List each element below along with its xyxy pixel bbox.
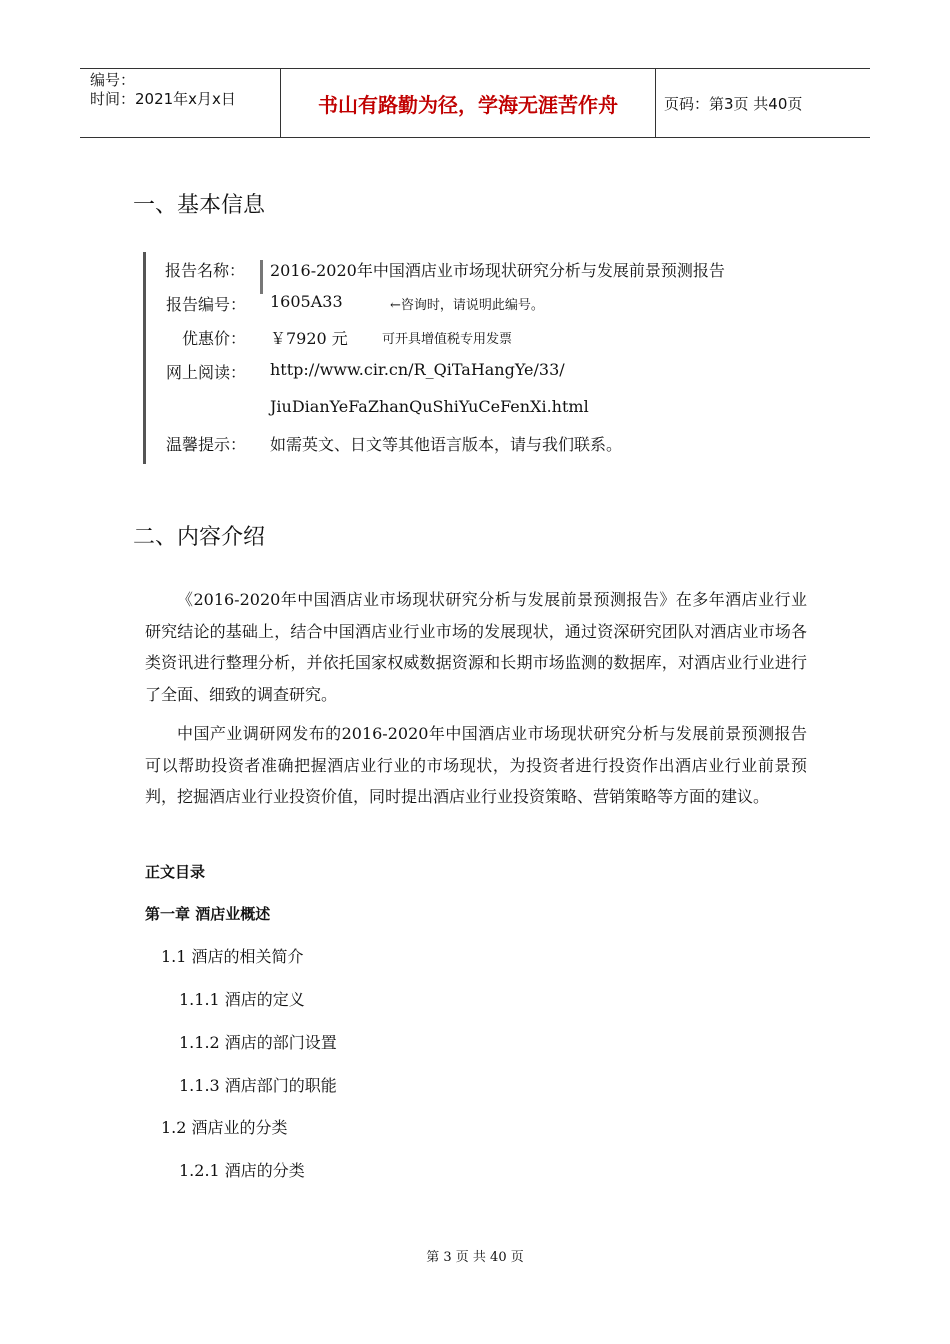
online-url-link-cont[interactable]: JiuDianYeFaZhanQuShiYuCeFenXi.html [270, 397, 589, 416]
info-label: 报告名称： [164, 261, 245, 280]
toc-chapter-1: 第一章 酒店业概述 [145, 905, 271, 923]
report-code-value: 1605A33 [270, 292, 343, 311]
invoice-note: 可开具增值税专用发票 [382, 332, 513, 347]
intro-paragraph: 中国产业调研网发布的2016-2020年中国酒店业市场现状研究分析与发展前景预测报告可以帮助投资者准确把握酒店业行业的市场现状，为投资者进行投资作出酒店业行业前景预判，挖掘酒店业行业投资价值，同时提出酒店业行业投资策略、营销策略等方面的建议。 [145, 724, 807, 806]
intro-paragraph: 《2016-2020年中国酒店业市场现状研究分析与发展前景预测报告》在多年酒店业行业研究结论的基础上，结合中国酒店业行业市场的发展现状，通过资深研究团队对酒店业市场各类资讯进行整理分析，并依托国家权威数据资源和长期市场监测的数据库，对酒店业行业进行了全面、细致的调查研究。 [145, 590, 807, 704]
toc-item: 1.2.1 酒店的分类 [179, 1161, 305, 1180]
toc-item: 1.2 酒店业的分类 [161, 1118, 288, 1137]
info-label: 网上阅读： [165, 363, 246, 382]
code-label: 编号： [90, 71, 136, 89]
value-marker [260, 260, 263, 294]
report-name-value: 2016-2020年中国酒店业市场现状研究分析与发展前景预测报告 [270, 261, 725, 280]
toc-item: 1.1.2 酒店的部门设置 [179, 1033, 337, 1052]
section-title-basic-info: 一、基本信息 [133, 193, 266, 218]
info-label: 优惠价： [181, 329, 246, 348]
report-code-note: ←咨询时，请说明此编号。 [390, 298, 544, 313]
toc-heading: 正文目录 [145, 863, 206, 881]
info-label: 报告编号： [165, 295, 246, 314]
toc-item: 1.1 酒店的相关简介 [161, 947, 304, 966]
time-line: 时间：2021年x月x日 [90, 90, 236, 108]
toc-item: 1.1.1 酒店的定义 [179, 990, 305, 1009]
header-page-info: 页码：第3页 共40页 [664, 94, 803, 113]
price-value: ￥7920 元 [270, 329, 348, 348]
page-footer: 第 3 页 共 40 页 [426, 1250, 524, 1265]
header-divider [655, 69, 656, 137]
section-title-content-intro: 二、内容介绍 [133, 525, 266, 550]
toc-item: 1.1.3 酒店部门的职能 [179, 1076, 337, 1095]
basic-info-box [143, 252, 746, 464]
page-header [80, 68, 870, 138]
tip-value: 如需英文、日文等其他语言版本，请与我们联系。 [270, 435, 623, 454]
online-url-link[interactable]: http://www.cir.cn/R_QiTaHangYe/33/ [270, 360, 565, 379]
info-label: 温馨提示： [165, 435, 246, 454]
header-meta [90, 71, 280, 109]
header-motto: 书山有路勤为径，学海无涯苦作舟 [318, 92, 618, 117]
